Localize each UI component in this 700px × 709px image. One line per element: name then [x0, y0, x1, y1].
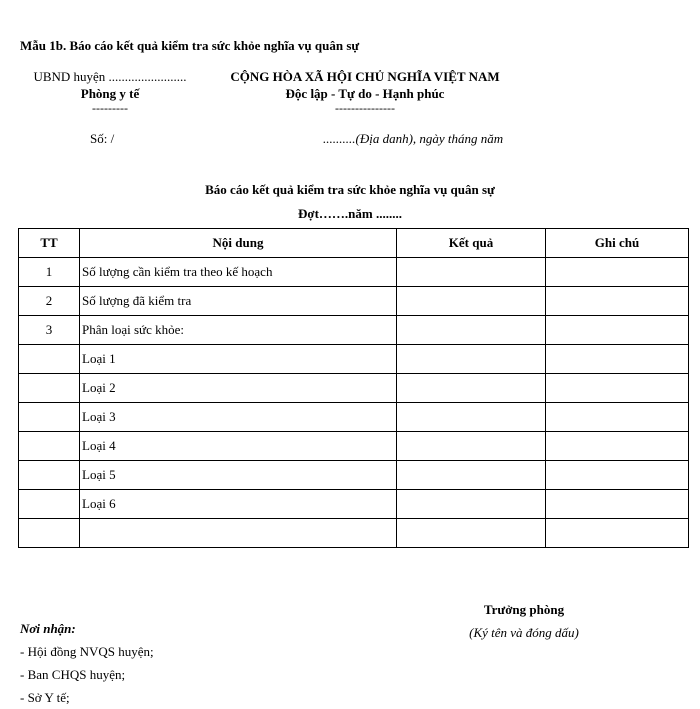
- row-content: Số lượng cần kiểm tra theo kế hoạch: [80, 258, 397, 287]
- table-row: [19, 374, 689, 403]
- doc-number: Số: /: [90, 131, 115, 146]
- row-content: Loại 2: [80, 374, 397, 403]
- row-content: Phân loại sức khỏe:: [80, 316, 397, 345]
- row-result-cell: [397, 258, 546, 287]
- row-note-cell: [546, 432, 689, 461]
- recipient-item: - Hội đồng NVQS huyện;: [20, 644, 154, 659]
- row-tt: [19, 490, 80, 519]
- report-title: Báo cáo kết quả kiểm tra sức khỏe nghĩa vụ quân sự: [205, 182, 495, 197]
- form-code-title: Mẫu 1b. Báo cáo kết quả kiểm tra sức khỏe nghĩa vụ quân sự: [20, 38, 360, 53]
- table-row: [19, 519, 689, 548]
- table-row: [19, 461, 689, 490]
- table-row: [19, 432, 689, 461]
- table-header-row: [19, 229, 689, 258]
- row-note-cell: [546, 287, 689, 316]
- row-tt: [19, 374, 80, 403]
- row-note-cell: [546, 258, 689, 287]
- row-note-cell: [546, 519, 689, 548]
- report-table: [18, 228, 689, 548]
- row-tt: [19, 345, 80, 374]
- report-batch: Đợt…….năm ........: [298, 206, 402, 221]
- row-content: Số lượng đã kiểm tra: [80, 287, 397, 316]
- row-content: Loại 4: [80, 432, 397, 461]
- row-tt: 1: [19, 258, 80, 287]
- row-content: [80, 519, 397, 548]
- recipient-item: - Sở Y tế;: [20, 690, 70, 705]
- row-result-cell: [397, 519, 546, 548]
- table-row: [19, 403, 689, 432]
- col-header-content: Nội dung: [80, 229, 397, 258]
- row-tt: [19, 432, 80, 461]
- col-header-result: Kết quả: [397, 229, 546, 258]
- row-tt: [19, 403, 80, 432]
- recipient-item: - Ban CHQS huyện;: [20, 667, 126, 682]
- left-header: [10, 68, 210, 114]
- signature-title: Trưởng phòng: [483, 602, 565, 617]
- table-row: [19, 316, 689, 345]
- row-note-cell: [546, 374, 689, 403]
- row-content: Loại 5: [80, 461, 397, 490]
- country-name: CỘNG HÒA XÃ HỘI CHỦ NGHĨA VIỆT NAM: [230, 69, 500, 84]
- row-result-cell: [397, 403, 546, 432]
- row-result-cell: [397, 316, 546, 345]
- row-tt: [19, 461, 80, 490]
- right-header: [200, 68, 530, 114]
- row-tt: [19, 519, 80, 548]
- table-row: [19, 490, 689, 519]
- col-header-tt: TT: [19, 229, 80, 258]
- row-tt: 2: [19, 287, 80, 316]
- row-result-cell: [397, 287, 546, 316]
- signature-note: (Ký tên và đóng dấu): [469, 625, 579, 640]
- place-date: ..........(Địa danh), ngày tháng năm: [323, 131, 504, 146]
- row-result-cell: [397, 432, 546, 461]
- department-name: Phòng y tế: [80, 86, 140, 101]
- row-result-cell: [397, 374, 546, 403]
- national-motto: Độc lập - Tự do - Hạnh phúc: [285, 86, 445, 101]
- recipients-block: [20, 617, 154, 709]
- row-note-cell: [546, 403, 689, 432]
- left-divider: ---------: [92, 101, 128, 115]
- row-content: Loại 1: [80, 345, 397, 374]
- recipients-label: Nơi nhận:: [20, 621, 76, 636]
- right-divider: ---------------: [335, 101, 395, 115]
- col-header-note: Ghi chú: [546, 229, 689, 258]
- agency-name: UBND huyện ........................: [33, 69, 187, 84]
- row-note-cell: [546, 316, 689, 345]
- table-row: [19, 345, 689, 374]
- row-tt: 3: [19, 316, 80, 345]
- table-row: [19, 258, 689, 287]
- table-row: [19, 287, 689, 316]
- row-note-cell: [546, 345, 689, 374]
- row-result-cell: [397, 345, 546, 374]
- row-result-cell: [397, 461, 546, 490]
- row-note-cell: [546, 461, 689, 490]
- row-content: Loại 3: [80, 403, 397, 432]
- row-result-cell: [397, 490, 546, 519]
- row-content: Loại 6: [80, 490, 397, 519]
- row-note-cell: [546, 490, 689, 519]
